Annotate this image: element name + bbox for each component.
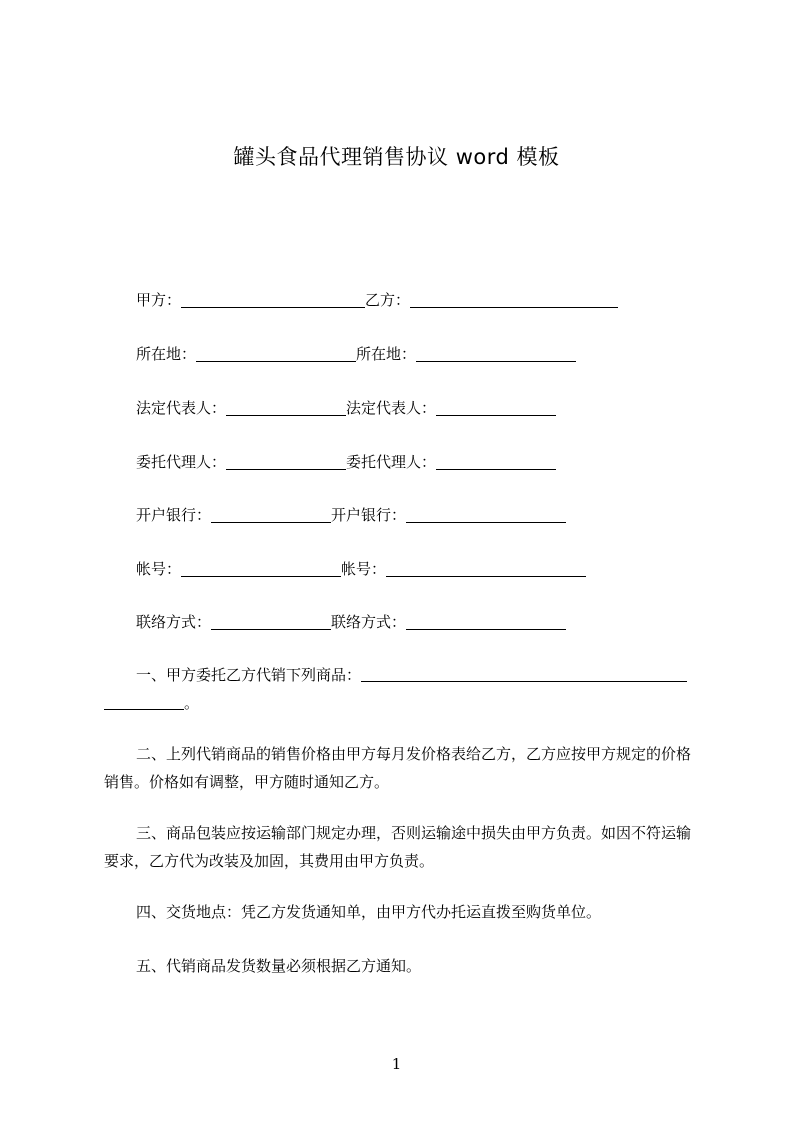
contact-a-blank[interactable] bbox=[211, 613, 331, 630]
bank-a-blank[interactable] bbox=[211, 506, 331, 523]
account-b-label: 帐号： bbox=[341, 560, 387, 578]
legal-rep-row bbox=[136, 398, 556, 418]
party-name-row bbox=[136, 290, 618, 310]
legal-rep-b-label: 法定代表人： bbox=[346, 399, 437, 417]
clause-3 bbox=[104, 819, 702, 875]
address-row bbox=[136, 344, 576, 364]
bank-b-blank[interactable] bbox=[406, 506, 566, 523]
address-a-label: 所在地： bbox=[136, 345, 197, 363]
account-b-blank[interactable] bbox=[386, 560, 586, 577]
clause-1-goods-blank[interactable] bbox=[361, 665, 687, 682]
bank-b-label: 开户银行： bbox=[331, 506, 407, 524]
clause-5 bbox=[104, 952, 702, 980]
party-a-label: 甲方： bbox=[136, 291, 182, 309]
legal-rep-a-label: 法定代表人： bbox=[136, 399, 227, 417]
clause-4-text: 四、交货地点：凭乙方发货通知单，由甲方代办托运直拨至购货单位。 bbox=[136, 903, 602, 921]
agent-b-blank[interactable] bbox=[436, 453, 556, 470]
clause-1-end: 。 bbox=[184, 694, 200, 712]
agent-a-blank[interactable] bbox=[226, 453, 346, 470]
bank-a-label: 开户银行： bbox=[136, 506, 212, 524]
agent-b-label: 委托代理人： bbox=[346, 453, 437, 471]
party-b-blank[interactable] bbox=[410, 291, 618, 308]
clause-2 bbox=[104, 740, 702, 796]
address-b-label: 所在地： bbox=[356, 345, 417, 363]
clause-1-text: 一、甲方委托乙方代销下列商品： bbox=[136, 666, 362, 684]
legal-rep-a-blank[interactable] bbox=[226, 399, 346, 416]
clause-2-text: 二、上列代销商品的销售价格由甲方每月发价格表给乙方，乙方应按甲方规定的价格销售。价格如有调整，甲方随时通知乙方。 bbox=[104, 745, 692, 791]
page-number: 1 bbox=[391, 1055, 402, 1073]
contact-a-label: 联络方式： bbox=[136, 613, 212, 631]
contact-b-blank[interactable] bbox=[406, 613, 566, 630]
document-title: 罐头食品代理销售协议 word 模板 bbox=[233, 145, 560, 169]
account-a-blank[interactable] bbox=[181, 560, 341, 577]
clause-5-text: 五、代销商品发货数量必须根据乙方通知。 bbox=[136, 957, 422, 975]
bank-row bbox=[136, 505, 566, 525]
contact-b-label: 联络方式： bbox=[331, 613, 407, 631]
clause-3-text: 三、商品包装应按运输部门规定办理，否则运输途中损失由甲方负责。如因不符运输要求，乙方代为改装及加固，其费用由甲方负责。 bbox=[104, 824, 692, 870]
agent-row bbox=[136, 452, 556, 472]
clause-1-goods-blank-cont[interactable] bbox=[104, 693, 184, 710]
legal-rep-b-blank[interactable] bbox=[436, 399, 556, 416]
agent-a-label: 委托代理人： bbox=[136, 453, 227, 471]
clause-1 bbox=[104, 661, 702, 717]
address-b-blank[interactable] bbox=[416, 345, 576, 362]
account-a-label: 帐号： bbox=[136, 560, 182, 578]
account-row bbox=[136, 559, 586, 579]
party-a-blank[interactable] bbox=[181, 291, 365, 308]
address-a-blank[interactable] bbox=[196, 345, 356, 362]
party-b-label: 乙方： bbox=[365, 291, 411, 309]
clause-4 bbox=[104, 898, 702, 926]
contact-row bbox=[136, 612, 566, 632]
